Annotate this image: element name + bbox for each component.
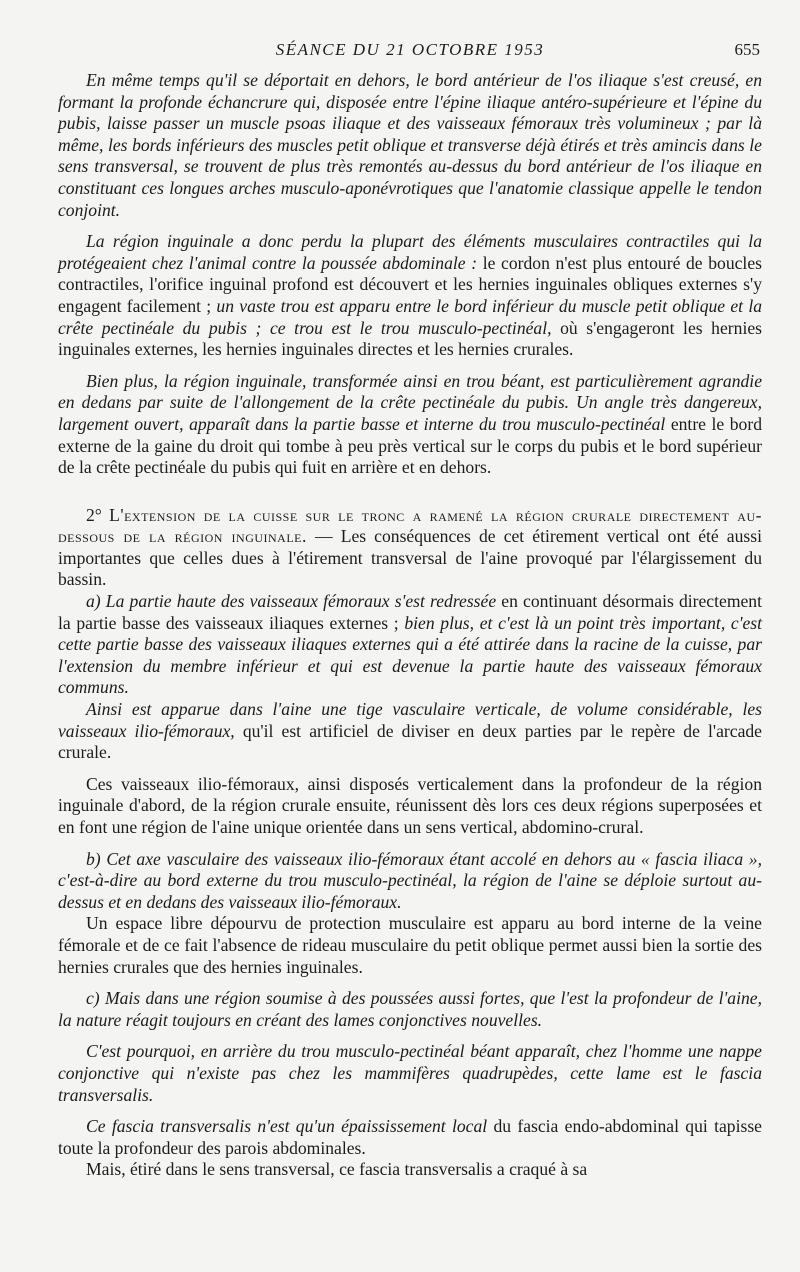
text-roman: entre le bord externe de la gaine du droit qui tombe à peu près vertical sur le corps du pubis et le bord supérieur de la crête pectinéale du pubis qui fuit en arrière et en dehors. (58, 413, 762, 478)
section-heading-paragraph (58, 505, 762, 591)
text-italic: Bien plus, la région inguinale, transformée ainsi en trou béant, est particulièrement agrandie en dedans par suite de l'allongement de la crête pectinéale du pubis. Un angle très dangereux, largement ouvert, apparaît dans la partie basse et interne du trou musculo-pectinéal (58, 370, 762, 434)
text-italic: Ce fascia transversalis n'est qu'un épaississement local (86, 1116, 488, 1137)
paragraph (58, 849, 762, 914)
paragraph (58, 231, 762, 361)
paragraph (58, 70, 762, 221)
text-italic: b) Cet axe vasculaire des vaisseaux ilio-fémoraux étant accolé en dehors au « fascia iliaca », c'est-à-dire au bord externe du trou musculo-pectinéal, la région de l'aine se déploie surtout au-dessus et en dedans des vaisseaux ilio-fémoraux. (58, 848, 762, 912)
section-number: 2° (86, 504, 110, 525)
text-italic: La région inguinale a donc perdu la plupart des éléments musculaires contractiles qui la protégeaient chez l'animal contre la poussée abdominale : (58, 231, 762, 273)
text-roman: du fascia endo-abdominal qui tapisse toute la profondeur des parois abdominales. (58, 1116, 762, 1158)
body-text (58, 70, 762, 1181)
paragraph (58, 1159, 762, 1181)
text-italic: bien plus, et c'est là un point très important, c'est cette partie basse des vaisseaux iliaques externes qui a été attirée dans la racine de la cuisse, par l'extension du membre inférieur et qui est devenue la partie haute des vaisseaux fémoraux communs. (58, 612, 763, 698)
text-italic: c) Mais dans une région soumise à des poussées aussi fortes, que l'est la profondeur de l'aine, la nature réagit toujours en créant des lames conjonctives nouvelles. (58, 988, 762, 1030)
text-italic: un vaste trou est apparu entre le bord inférieur du muscle petit oblique et la crête pectinéale du pubis ; ce trou est le trou musculo-pectinéal, (58, 295, 763, 338)
text-roman: — Les conséquences de cet étirement vertical ont été aussi importantes que celles dues à l'étirement transversal de l'aine provoqué par l'élargissement du bassin. (58, 526, 762, 590)
text-roman: qu'il est artificiel de diviser en deux parties par le repère de l'arcade crurale. (58, 720, 762, 763)
text-roman: Ces vaisseaux ilio-fémoraux, ainsi disposés verticalement dans la profondeur de la région inguinale d'abord, de la région crurale ensuite, réunissent dès lors ces deux régions superposées et en font une région de l'aine unique orientée dans un sens vertical, abdomino-crural. (58, 773, 762, 837)
text-italic: En même temps qu'il se déportait en dehors, le bord antérieur de l'os iliaque s'est creusé, en formant la profonde échancrure qui, disposée entre l'épine iliaque antéro-supérieure et l'épine du pubis, laisse passer un muscle psoas iliaque et des vaisseaux fémoraux très volumineux ; par là même, les bords inférieurs des muscles petit oblique et transverse déjà étirés et très amincis dans le sens transversal, se trouvent de plus très remontés au-dessus du bord antérieur de l'os iliaque en constituant ces longues arches musculo-aponévrotiques que l'anatomie classique appelle le tendon conjoint. (58, 70, 762, 220)
paragraph (58, 1116, 762, 1159)
paragraph (58, 591, 762, 699)
paragraph (58, 913, 762, 978)
paragraph (58, 774, 762, 839)
paragraph (58, 988, 762, 1031)
text-italic: a) La partie haute des vaisseaux fémoraux s'est redressée (86, 591, 497, 612)
text-roman: Un espace libre dépourvu de protection musculaire est apparu au bord interne de la veine fémorale et de ce fait l'absence de rideau musculaire du petit oblique permet aussi bien la sortie des hernies crurales que des hernies inguinales. (58, 913, 762, 977)
text-roman: Mais, étiré dans le sens transversal, ce fascia transversalis a craqué à sa (86, 1159, 588, 1180)
paragraph (58, 699, 762, 764)
section-heading: L'extension de la cuisse sur le tronc a ramené la région crurale directement au-dessous de la région inguinale. (58, 504, 762, 547)
text-roman: où s'engageront les hernies inguinales externes, les hernies inguinales directes et les hernies crurales. (58, 317, 762, 360)
page-number: 655 (734, 40, 760, 59)
running-title: SÉANCE DU 21 OCTOBRE 1953 (275, 40, 545, 59)
text-roman: en continuant désormais directement la partie basse des vaisseaux iliaques externes ; (58, 591, 762, 633)
text-italic: C'est pourquoi, en arrière du trou musculo-pectinéal béant apparaît, chez l'homme une nappe conjonctive qui n'existe pas chez les mammifères quadrupèdes, cette lame est le fascia transversalis. (58, 1041, 762, 1105)
text-italic: Ainsi est apparue dans l'aine une tige vasculaire verticale, de volume considérable, les vaisseaux ilio-fémoraux, (58, 699, 762, 741)
paragraph (58, 371, 762, 479)
paragraph (58, 1041, 762, 1106)
text-roman: le cordon n'est plus entouré de boucles contractiles, l'orifice inguinal profond est découvert et les hernies inguinales obliques externes s'y engagent facilement ; (58, 252, 762, 316)
page-header (58, 36, 762, 70)
